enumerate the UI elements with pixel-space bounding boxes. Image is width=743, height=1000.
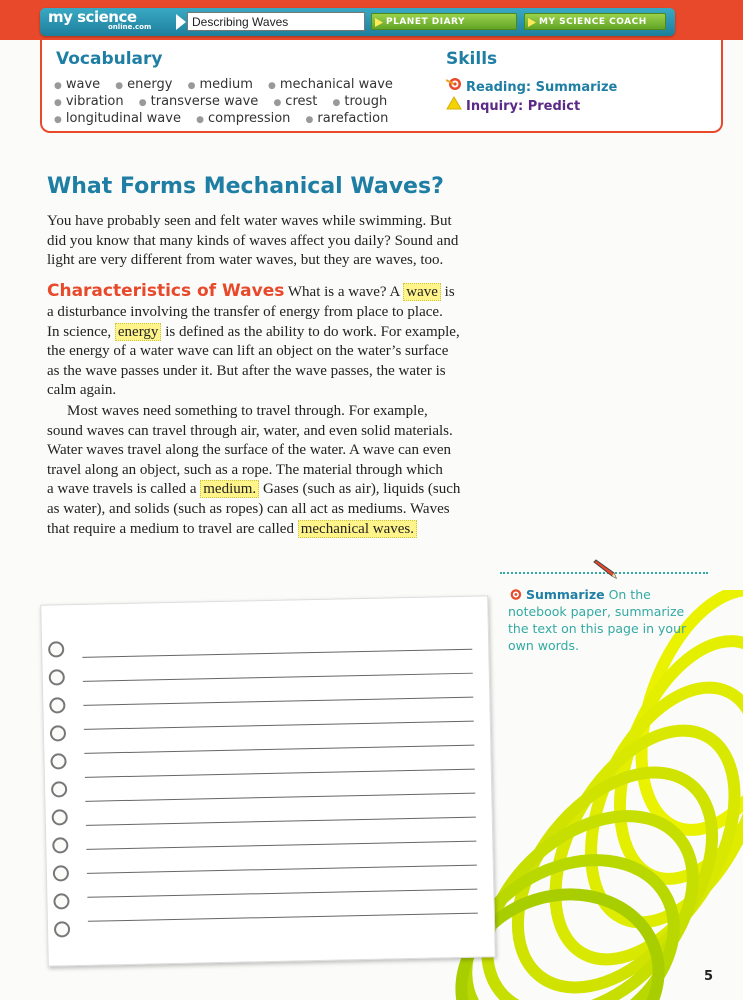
vocab-term: ● rarefaction <box>305 111 389 126</box>
vocab-highlight-medium: medium. <box>200 480 259 498</box>
ruled-line <box>86 817 476 826</box>
arrow-icon <box>375 18 383 27</box>
arrow-icon <box>176 14 186 30</box>
vocab-row <box>54 111 399 126</box>
summarize-note <box>508 586 708 654</box>
logo-subtext: online.com <box>108 23 152 31</box>
vocab-term: ● mechanical wave <box>268 77 393 92</box>
text-line: did you know that many kinds of waves affect you daily? Sound and <box>47 232 459 249</box>
arrow-icon <box>528 18 536 27</box>
nav-bar <box>40 8 675 36</box>
planet-diary-button[interactable] <box>371 13 517 30</box>
ruled-line <box>87 865 477 874</box>
ring-hole <box>49 697 65 713</box>
vocab-row <box>54 94 398 109</box>
ring-hole <box>49 669 65 685</box>
ruled-line <box>84 745 474 754</box>
ruled-line <box>85 769 475 778</box>
page-number: 5 <box>704 969 714 984</box>
ruled-line <box>83 697 473 706</box>
page-title: What Forms Mechanical Waves? <box>47 174 444 199</box>
ring-hole <box>52 809 68 825</box>
ruled-line <box>87 889 477 898</box>
vocab-term: ● medium <box>187 77 253 92</box>
notebook-paper[interactable] <box>40 595 495 966</box>
characteristics-paragraph: Characteristics of Waves What is a wave? A wave is a disturbance involving the transfer of energy from place to place. In science, energy is defined as the ability to do work. For example, the energy of a water wave can lift an object on the water’s surface as the wave passes under it. But after the wave passes, the water is calm again. <box>47 281 460 399</box>
vocab-term: ● energy <box>115 77 173 92</box>
ring-hole <box>50 725 66 741</box>
target-icon <box>446 77 462 95</box>
target-icon <box>508 588 522 601</box>
triangle-icon <box>446 96 462 114</box>
summarize-text: On the notebook paper, summarize the text on this page in your own words. <box>508 587 687 653</box>
science-coach-label: MY SCIENCE COACH <box>539 17 647 27</box>
ruled-line <box>88 913 478 922</box>
vocab-highlight-mechanical-waves: mechanical waves. <box>298 520 417 538</box>
vocab-term: ● trough <box>332 94 388 109</box>
my-science-logo[interactable]: my science <box>48 8 137 26</box>
ring-hole <box>52 837 68 853</box>
text-line: light are very different from water waves, but they are waves, too. <box>47 252 444 269</box>
vocabulary-skills-box <box>40 40 723 133</box>
ring-hole <box>53 893 69 909</box>
vocab-term: ● transverse wave <box>138 94 259 109</box>
pencil-icon <box>592 558 618 580</box>
text-line: You have probably seen and felt water waves while swimming. But <box>47 213 452 229</box>
skill-inquiry: Inquiry: Predict <box>446 96 580 114</box>
summarize-label: Summarize <box>525 587 605 602</box>
ruled-line <box>83 673 473 682</box>
vocab-term: ● longitudinal wave <box>54 111 181 126</box>
ring-hole <box>48 641 64 657</box>
skill-reading: Reading: Summarize <box>446 77 617 95</box>
science-coach-button[interactable] <box>524 13 666 30</box>
ruled-line <box>85 793 475 802</box>
vocab-highlight-wave: wave <box>403 283 441 301</box>
topic-field[interactable]: Describing Waves <box>187 12 365 31</box>
ruled-line <box>86 841 476 850</box>
planet-diary-label: PLANET DIARY <box>386 17 465 27</box>
ruled-line <box>82 649 472 658</box>
vocabulary-title: Vocabulary <box>56 49 163 69</box>
ruled-line <box>84 721 474 730</box>
skills-title: Skills <box>446 49 498 69</box>
ring-hole <box>51 781 67 797</box>
intro-paragraph <box>47 212 487 271</box>
ring-hole <box>50 753 66 769</box>
medium-paragraph: Most waves need something to travel through. For example, sound waves can travel through air, water, and even solid materials. Water waves travel along the surface of the water. A wave can even travel along an object, such as a rope. The material through which a wave travels is called a medium. Gases (such as air), liquids (such as water), and solids (such as ropes) can all act as mediums. Waves that require a medium to travel are called mechanical waves. <box>47 403 461 537</box>
vocab-highlight-energy: energy <box>115 323 162 341</box>
vocab-row <box>54 77 404 92</box>
ring-hole <box>53 865 69 881</box>
vocab-term: ● wave <box>54 77 101 92</box>
vocab-term: ● compression <box>196 111 291 126</box>
section-heading: Characteristics of Waves <box>47 281 285 301</box>
ring-hole <box>54 921 70 937</box>
vocab-term: ● vibration <box>54 94 124 109</box>
vocab-term: ● crest <box>273 94 318 109</box>
